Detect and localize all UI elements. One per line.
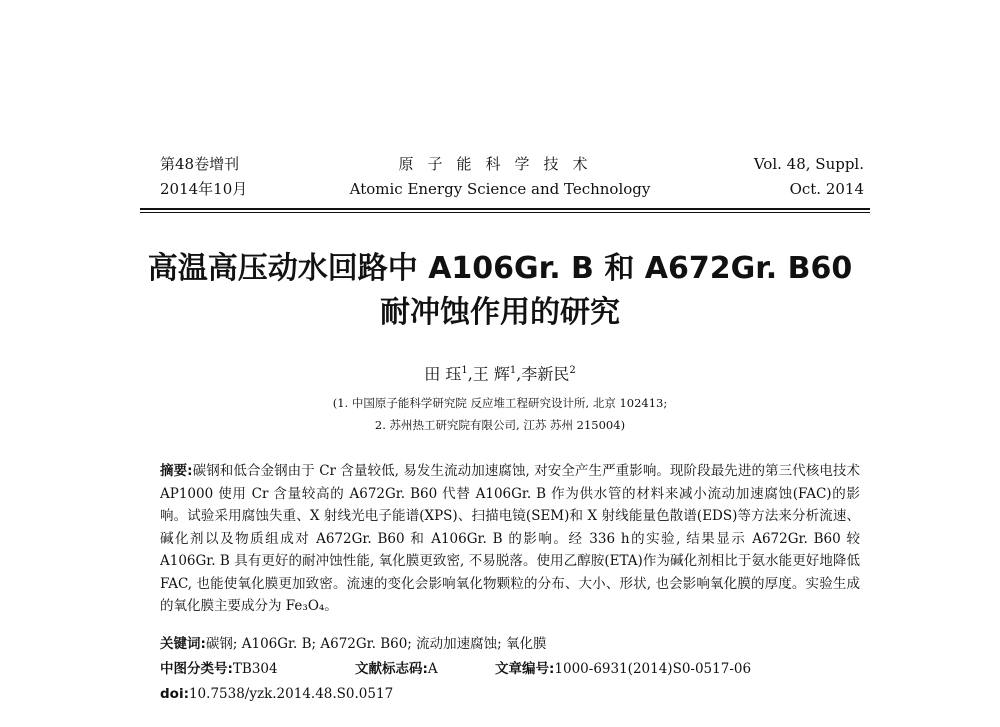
affiliation-line-1: (1. 中国原子能科学研究院 反应堆工程研究设计所, 北京 102413; bbox=[332, 396, 668, 410]
author-affiliation-mark: 2 bbox=[569, 365, 576, 376]
publication-date-en: Oct. 2014 bbox=[789, 180, 864, 198]
keywords-label: 关键词: bbox=[160, 636, 206, 652]
article-number-label: 文章编号: bbox=[495, 661, 555, 677]
clc-number bbox=[160, 659, 278, 679]
article-number bbox=[495, 659, 751, 679]
journal-title-cn: 原子能科学技术 bbox=[398, 155, 602, 173]
author-name: 田 珏 bbox=[424, 364, 462, 384]
keywords-text: 碳钢; A106Gr. B; A672Gr. B60; 流动加速腐蚀; 氧化膜 bbox=[205, 636, 547, 652]
abstract bbox=[160, 460, 860, 618]
clc-label: 中图分类号: bbox=[160, 661, 233, 677]
author-affiliation-mark: 1 bbox=[461, 365, 468, 376]
doi-label: doi: bbox=[160, 686, 189, 702]
publication-date-cn: 2014年10月 bbox=[160, 180, 248, 198]
document-code bbox=[355, 659, 438, 679]
doi bbox=[160, 684, 393, 704]
journal-title-en: Atomic Energy Science and Technology bbox=[349, 180, 651, 198]
clc-value: TB304 bbox=[232, 661, 278, 677]
header-rule-thin bbox=[140, 212, 870, 213]
abstract-label: 摘要: bbox=[160, 463, 193, 479]
header-rule-thick bbox=[140, 208, 870, 210]
volume-issue-en: Vol. 48, Suppl. bbox=[753, 155, 864, 173]
author-affiliation-mark: 1 bbox=[509, 365, 517, 376]
paper-title-line-2: 耐冲蚀作用的研究 bbox=[380, 295, 620, 330]
article-number-value: 1000-6931(2014)S0-0517-06 bbox=[554, 661, 752, 677]
doi-value: 10.7538/yzk.2014.48.S0.0517 bbox=[188, 686, 394, 702]
volume-issue-cn: 第48卷增刊 bbox=[160, 155, 240, 173]
paper-title-line-1: 高温高压动水回路中 A106Gr. B 和 A672Gr. B60 bbox=[147, 251, 853, 286]
author-list: 田 珏$^1$,王 辉$^1$,李新民$^2$ bbox=[424, 364, 576, 384]
affiliation-line-2: 2. 苏州热工研究院有限公司, 江苏 苏州 215004) bbox=[374, 418, 626, 432]
document-code-value: A bbox=[427, 661, 438, 677]
author-name: 王 辉 bbox=[472, 364, 510, 384]
keywords bbox=[160, 634, 547, 654]
author-name: 李新民 bbox=[521, 364, 570, 384]
abstract-text: 碳钢和低合金钢由于 Cr 含量较低, 易发生流动加速腐蚀, 对安全产生严重影响。现阶段最先进的第三代核电技术 AP1000 使用 Cr 含量较高的 A672Gr. B60 代替 A106Gr. B 作为供水管的材料来减小流动加速腐蚀(FAC)的影响。试验采用腐蚀失重、X 射线光电子能谱(XPS)、扫描电镜(SEM)和 X 射线能量色散谱(EDS)等方法来分析流速、碱化剂以及物质组成对 A672Gr. B60 和 A106Gr. B 的影响。经 336 h的实验, 结果显示 A672Gr. B60 较 A106Gr. B 具有更好的耐冲蚀性能, 氧化膜更致密, 不易脱落。使用乙醇胺(ETA)作为碱化剂相比于氨水能更好地降低 FAC, 也能使氧化膜更加致密。流速的变化会影响氧化物颗粒的分布、大小、形状, 也会影响氧化膜的厚度。实验生成的氧化膜主要成分为 Fe₃O₄。 bbox=[160, 463, 860, 614]
document-code-label: 文献标志码: bbox=[355, 661, 428, 677]
